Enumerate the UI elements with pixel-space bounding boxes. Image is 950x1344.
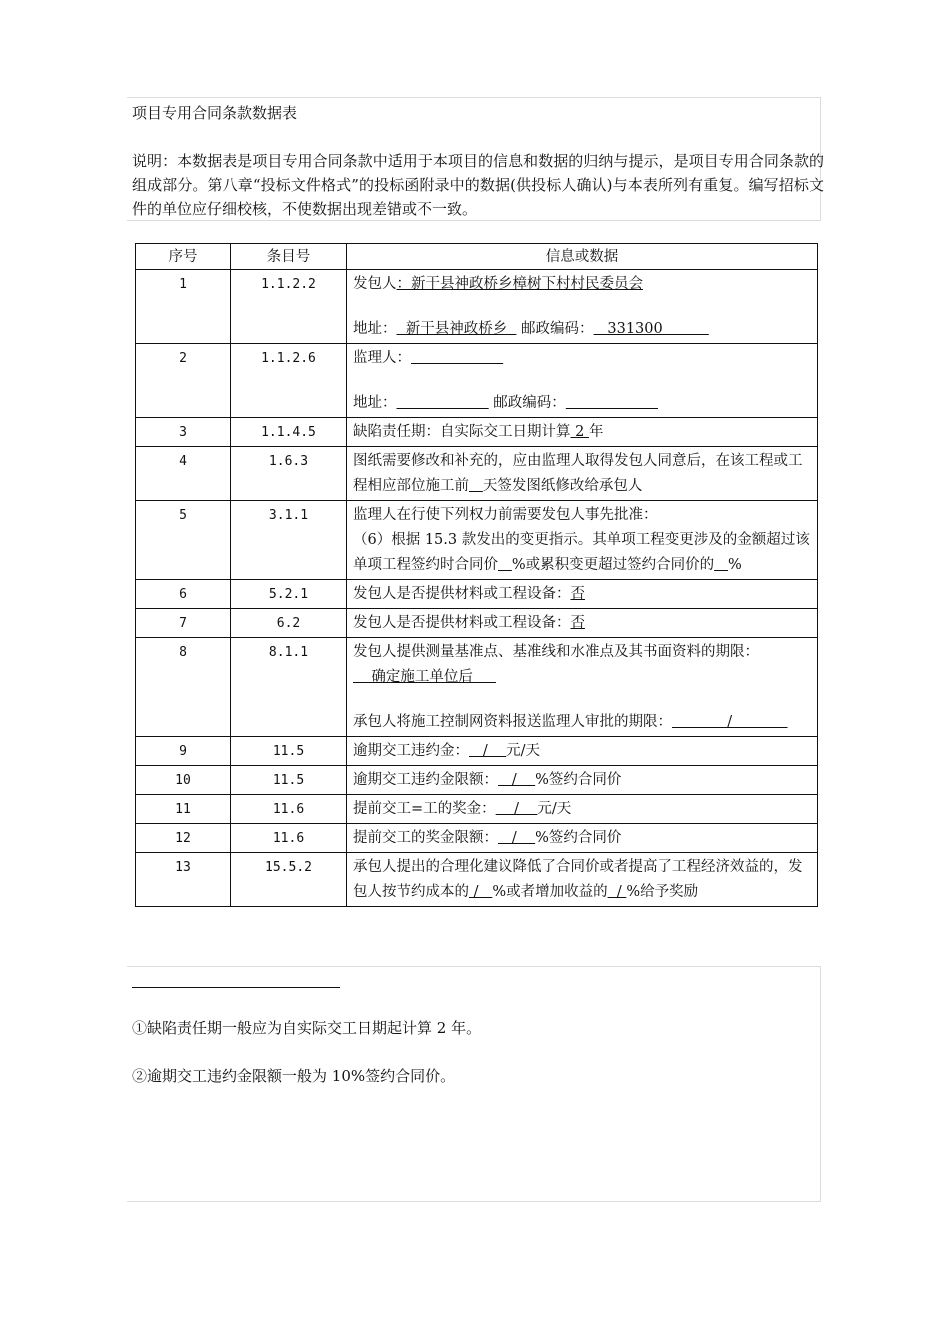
- row-number: 10: [136, 766, 231, 795]
- table-row: [136, 638, 818, 737]
- info-line: 发包人：新干县神政桥乡樟树下村村民委员会: [353, 276, 643, 292]
- clause-number: 1.6.3: [231, 447, 347, 501]
- header-clause: 条目号: [231, 244, 347, 270]
- row-number: 1: [136, 270, 231, 344]
- row-number: 12: [136, 824, 231, 853]
- table-row: [136, 609, 818, 638]
- clause-number: 1.1.2.2: [231, 270, 347, 344]
- info-cell: 发包人提供测量基准点、基准线和水准点及其书面资料的期限： 确定施工单位后 承包人将施工控制网资料报送监理人审批的期限： /: [347, 638, 818, 737]
- clause-number: 15.5.2: [231, 853, 347, 907]
- info-cell: 缺陷责任期：自实际交工日期计算 2 年: [347, 418, 818, 447]
- table-row: [136, 737, 818, 766]
- supervisor-blank: [411, 350, 503, 366]
- employer-name: ：新干县神政桥乡樟树下村村民委员会: [396, 276, 643, 292]
- info-cell: 提前交工的奖金限额： / %签约合同价: [347, 824, 818, 853]
- info-cell: 发包人是否提供材料或工程设备：否: [347, 580, 818, 609]
- info-cell: 逾期交工违约金限额： / %签约合同价: [347, 766, 818, 795]
- contract-data-table: [135, 243, 818, 907]
- clause-number: 5.2.1: [231, 580, 347, 609]
- row-number: 3: [136, 418, 231, 447]
- postcode-blank: [566, 395, 658, 411]
- info-cell: 发包人是否提供材料或工程设备：否: [347, 609, 818, 638]
- info-cell: 提前交工=工的奖金： / 元/天: [347, 795, 818, 824]
- table-row: [136, 766, 818, 795]
- table-header-row: [136, 244, 818, 270]
- footnote-separator: [132, 987, 340, 988]
- info-cell: 监理人在行使下列权力前需要发包人事先批准： （6）根据 15.3 款发出的变更指示。其单项工程变更涉及的金额超过该单项工程签约时合同价 %或累积变更超过签约合同价的 %: [347, 501, 818, 580]
- clause-number: 8.1.1: [231, 638, 347, 737]
- clause-number: 11.6: [231, 795, 347, 824]
- clause-number: 11.6: [231, 824, 347, 853]
- table-row: [136, 418, 818, 447]
- row-number: 2: [136, 344, 231, 418]
- row-number: 4: [136, 447, 231, 501]
- info-cell: 逾期交工违约金： / 元/天: [347, 737, 818, 766]
- footnote-1: ①缺陷责任期一般应为自实际交工日期起计算 2 年。: [132, 1019, 482, 1037]
- row-number: 9: [136, 737, 231, 766]
- clause-number: 11.5: [231, 737, 347, 766]
- page-title: 项目专用合同条款数据表: [132, 104, 298, 122]
- clause-number: 6.2: [231, 609, 347, 638]
- row-number: 13: [136, 853, 231, 907]
- clause-number: 3.1.1: [231, 501, 347, 580]
- postcode-value: 331300: [593, 321, 709, 337]
- info-cell: 图纸需要修改和补充的，应由监理人取得发包人同意后，在该工程或工程相应部位施工前 天签发图纸修改给承包人: [347, 447, 818, 501]
- clause-number: 1.1.2.6: [231, 344, 347, 418]
- table-row: [136, 501, 818, 580]
- info-cell: 承包人提出的合理化建议降低了合同价或者提高了工程经济效益的，发包人按节约成本的 / %或者增加收益的 / %给予奖励: [347, 853, 818, 907]
- table-row: [136, 447, 818, 501]
- info-cell: [347, 270, 818, 344]
- clause-number: 1.1.4.5: [231, 418, 347, 447]
- table-row: [136, 270, 818, 344]
- table-row: [136, 795, 818, 824]
- info-line: 地址： 邮政编码：: [353, 391, 811, 416]
- header-info: 信息或数据: [347, 244, 818, 270]
- address-value: 新干县神政桥乡: [396, 321, 517, 337]
- info-line: 监理人：: [353, 346, 811, 371]
- footnote-2: ②逾期交工违约金限额一般为 10%签约合同价。: [132, 1067, 456, 1085]
- info-cell: [347, 344, 818, 418]
- description-paragraph: 说明：本数据表是项目专用合同条款中适用于本项目的信息和数据的归纳与提示，是项目专用合同条款的组成部分。第八章“投标文件格式”的投标函附录中的数据(供投标人确认)与本表所列有重复。编写招标文件的单位应仔细校核，不使数据出现差错或不一致。: [132, 152, 824, 218]
- row-number: 7: [136, 609, 231, 638]
- row-number: 6: [136, 580, 231, 609]
- table-row: [136, 580, 818, 609]
- address-blank: [397, 395, 489, 411]
- header-seq: 序号: [136, 244, 231, 270]
- row-number: 5: [136, 501, 231, 580]
- row-number: 11: [136, 795, 231, 824]
- table-row: [136, 853, 818, 907]
- clause-number: 11.5: [231, 766, 347, 795]
- table-row: [136, 344, 818, 418]
- info-line: 地址： 新干县神政桥乡 邮政编码： 331300: [353, 321, 709, 337]
- table-row: [136, 824, 818, 853]
- row-number: 8: [136, 638, 231, 737]
